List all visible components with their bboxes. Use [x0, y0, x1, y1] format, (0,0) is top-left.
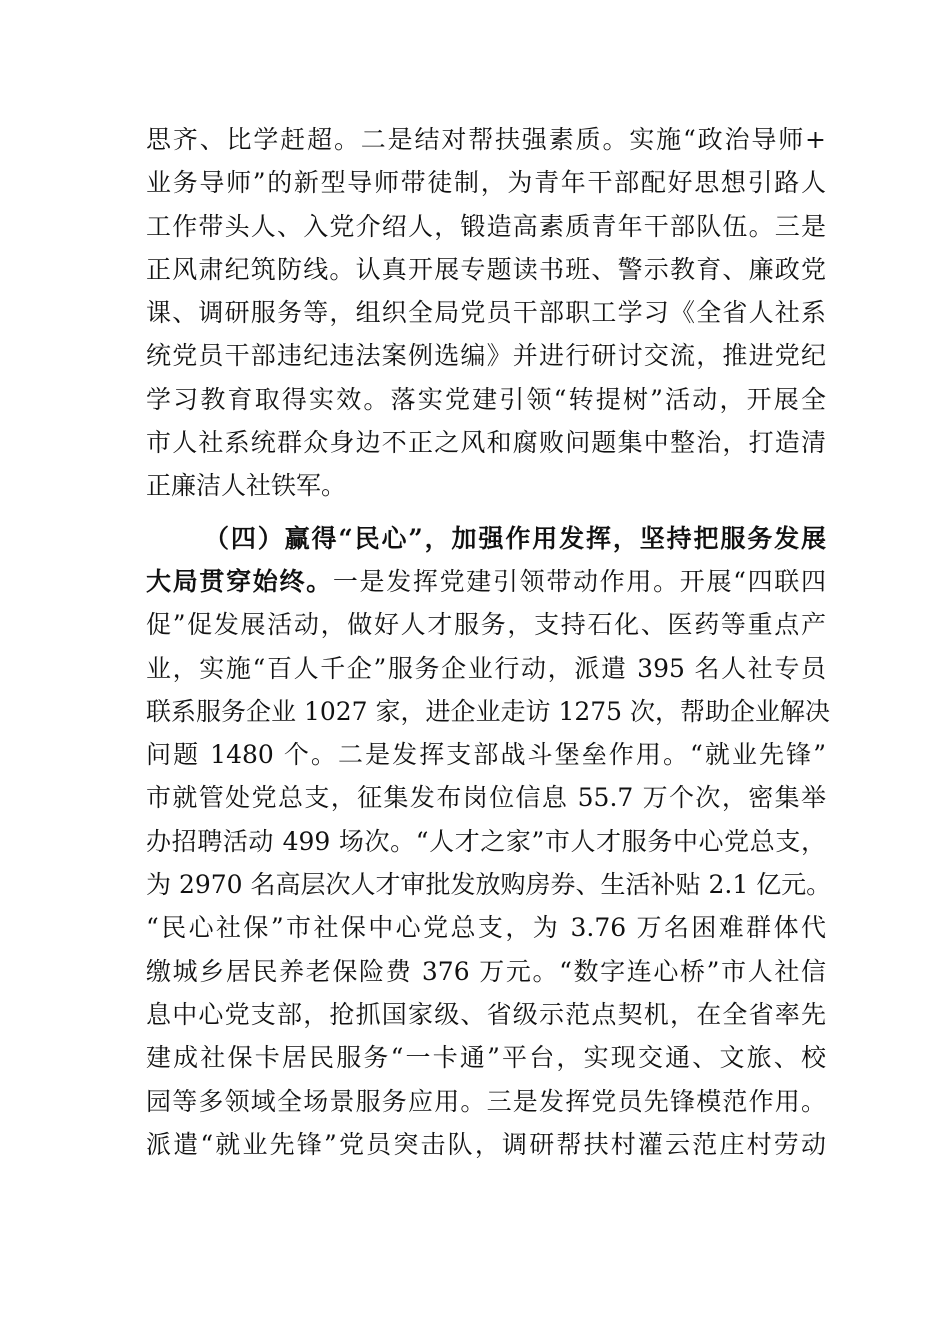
text-line: 市人社系统群众身边不正之风和腐败问题集中整治，打造清 — [146, 428, 826, 458]
text-line: 课、调研服务等，组织全局党员干部职工学习《全省人社系 — [146, 298, 826, 328]
section-heading: （四）赢得“民心”，加强作用发挥，坚持把服务发展 — [204, 523, 826, 553]
text-line: 派遣“就业先锋”党员突击队，调研帮扶村灌云范庄村劳动 — [146, 1129, 826, 1159]
text-line: 学习教育取得实效。落实党建引领“转提树”活动，开展全 — [146, 384, 826, 414]
text-line: 统党员干部违纪违法案例选编》并进行研讨交流，推进党纪 — [146, 341, 826, 371]
paragraph-party-discipline — [146, 118, 826, 508]
paragraph-serve-development — [146, 517, 832, 1166]
text-line: 思齐、比学赶超。二是结对帮扶强素质。实施“政治导师+ — [146, 125, 826, 154]
text-line: 正廉洁人社铁军。 — [146, 471, 347, 501]
text-line — [146, 560, 826, 603]
text-line: 业，实施“百人千企”服务企业行动，派遣 395 名人社专员 — [146, 653, 826, 683]
text-line: 促”促发展活动，做好人才服务，支持石化、医药等重点产 — [146, 610, 826, 640]
text-line: 建成社保卡居民服务“一卡通”平台，实现交通、文旅、校 — [146, 1043, 826, 1073]
text-line: 市就管处党总支，征集发布岗位信息 55.7 万个次，密集举 — [146, 783, 826, 813]
paragraph-gap — [146, 508, 826, 517]
text-line: 问题 1480 个。二是发挥支部战斗堡垒作用。“就业先锋” — [146, 740, 826, 770]
text-line: 为 2970 名高层次人才审批发放购房券、生活补贴 2.1 亿元。 — [146, 870, 832, 900]
text-line-rest: 一是发挥党建引领带动作用。开展“四联四 — [332, 566, 826, 596]
text-line: 缴城乡居民养老保险费 376 万元。“数字连心桥”市人社信 — [146, 956, 826, 986]
text-line: 正风肃纪筑防线。认真开展专题读书班、警示教育、廉政党 — [146, 254, 826, 284]
text-line: “民心社保”市社保中心党总支，为 3.76 万名困难群体代 — [146, 913, 826, 943]
text-line: 工作带头人、入党介绍人，锻造高素质青年干部队伍。三是 — [146, 211, 826, 241]
section-heading-continued: 大局贯穿始终。 — [146, 566, 333, 596]
text-line: 办招聘活动 499 场次。“人才之家”市人才服务中心党总支， — [146, 826, 826, 856]
text-line: 息中心党支部，抢抓国家级、省级示范点契机，在全省率先 — [146, 999, 826, 1029]
text-line: 园等多领域全场景服务应用。三是发挥党员先锋模范作用。 — [146, 1086, 826, 1116]
text-line: 业务导师”的新型导师带徒制，为青年干部配好思想引路人 — [146, 168, 826, 198]
text-line: 联系服务企业 1027 家，进企业走访 1275 次，帮助企业解决 — [146, 696, 831, 726]
document-body — [146, 118, 832, 1166]
